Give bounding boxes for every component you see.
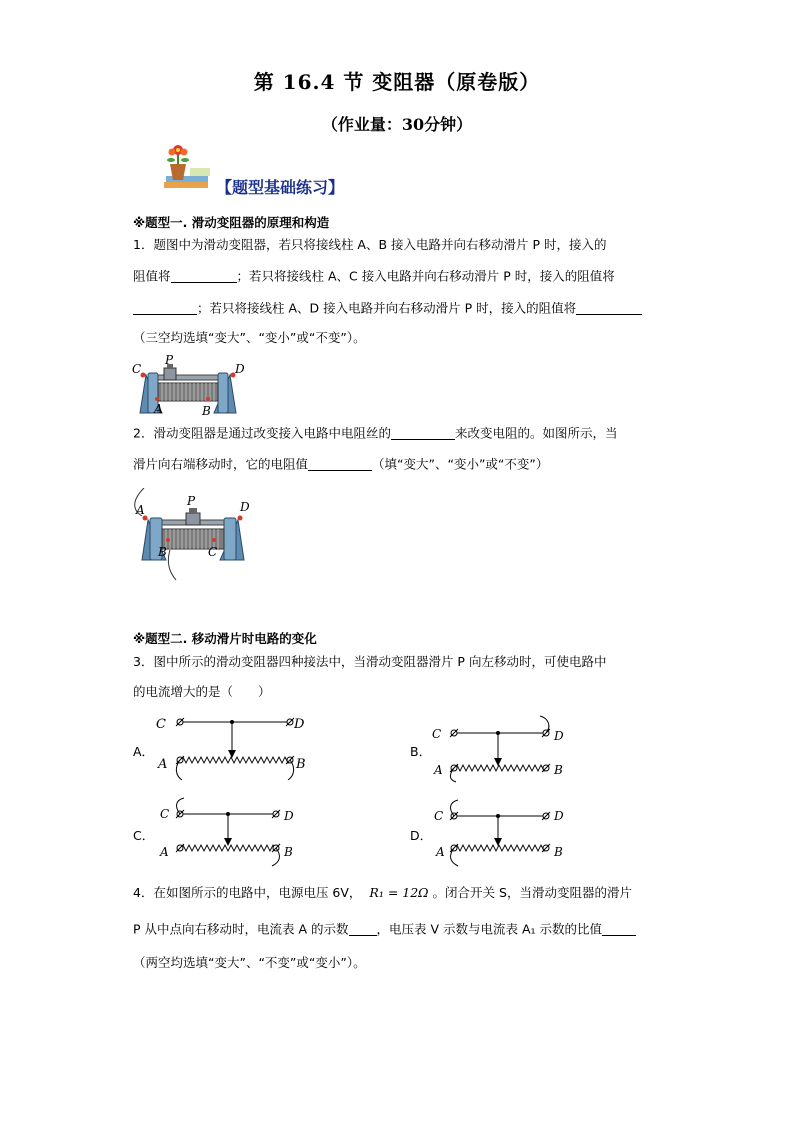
q4-line2a: P 从中点向右移动时，电流表 A 的示数 <box>133 921 349 937</box>
q4-line1a: 4．在如图所示的电路中，电源电压 6V， <box>133 885 362 900</box>
q3-line1: 3．图中所示的滑动变阻器四种接法中，当滑动变阻器滑片 P 向左移动时，可使电路中 <box>133 654 607 669</box>
opt-a-label-c: C <box>156 717 166 732</box>
option-c-label[interactable]: C． <box>133 828 155 843</box>
fig2-label-c: C <box>208 545 218 559</box>
option-a-diagram[interactable] <box>152 712 322 784</box>
q4-blank-2[interactable] <box>602 923 636 936</box>
q4-line1 <box>133 887 632 900</box>
opt-b-label-b: B <box>554 763 563 777</box>
q2-line1b: 来改变电阻的。如图所示，当 <box>454 425 618 441</box>
section-label: 【题型基础练习】 <box>216 178 345 197</box>
opt-c-label-a: A <box>160 845 169 859</box>
q1-line3b: ；若只将接线柱 A、D 接入电路并向右移动滑片 P 时，接入的阻值将 <box>197 300 577 316</box>
fig1-label-c: C <box>132 362 142 376</box>
q1-blank-3[interactable] <box>576 302 642 315</box>
opt-d-label-c: C <box>434 809 444 823</box>
q2-line2 <box>133 458 548 471</box>
opt-a-label-d: D <box>294 717 305 732</box>
opt-a-label-b: B <box>296 757 306 772</box>
fig2-label-d: D <box>240 500 250 514</box>
page-subtitle: （作业量：30分钟） <box>321 115 473 134</box>
opt-c-label-c: C <box>160 807 170 821</box>
rheostat-figure-1 <box>132 355 247 420</box>
opt-d-label-d: D <box>554 809 564 823</box>
q1-line4: （三空均选填“变大”、“变小”或“不变”）。 <box>133 330 366 345</box>
q1-line2 <box>133 270 615 283</box>
q1-line3 <box>133 302 642 315</box>
option-a-label[interactable]: A． <box>133 744 155 759</box>
opt-d-label-a: A <box>436 845 445 859</box>
q1-line2b: ；若只将接线柱 A、C 接入电路并向右移动滑片 P 时，接入的阻值将 <box>236 268 615 284</box>
fig2-label-a: A <box>136 503 145 517</box>
q1-blank-2[interactable] <box>133 302 197 315</box>
q2-line1 <box>133 427 617 440</box>
q4-blank-1[interactable] <box>349 923 377 936</box>
opt-b-label-c: C <box>432 727 442 741</box>
opt-a-label-a: A <box>158 757 168 772</box>
fig1-label-a: A <box>154 402 163 416</box>
fig1-label-p: P <box>165 355 174 367</box>
option-b-diagram[interactable] <box>428 712 588 784</box>
option-c-diagram[interactable] <box>152 796 322 868</box>
page-title: 第 16.4 节 变阻器（原卷版） <box>253 70 541 94</box>
opt-c-label-b: B <box>284 845 293 859</box>
fig1-label-b: B <box>202 404 211 418</box>
fig2-label-p: P <box>187 494 196 508</box>
opt-c-label-d: D <box>284 809 294 823</box>
rheostat-figure-2 <box>128 488 258 583</box>
q2-line2a: 滑片向右端移动时，它的电阻值 <box>133 456 309 472</box>
q1-blank-1[interactable] <box>171 270 237 283</box>
q2-line1a: 2．滑动变阻器是通过改变接入电路中电阻丝的 <box>133 425 391 441</box>
flower-pot-books-icon <box>160 142 214 192</box>
q4-line3: （两空均选填“变大”、“不变”或“变小”）。 <box>133 955 366 970</box>
q2-blank-1[interactable] <box>391 427 455 440</box>
q4-formula: R₁ = 12Ω <box>369 885 429 900</box>
q4-line2 <box>133 923 636 936</box>
q2-blank-2[interactable] <box>308 458 372 471</box>
option-d-label[interactable]: D． <box>410 828 433 843</box>
type1-heading: ※题型一. 滑动变阻器的原理和构造 <box>133 215 330 230</box>
option-b-label[interactable]: B． <box>410 744 432 759</box>
fig1-label-d: D <box>235 362 245 376</box>
q1-line2a: 阻值将 <box>133 268 171 284</box>
q4-line2b: ，电压表 V 示数与电流表 A₁ 示数的比值 <box>376 921 603 937</box>
opt-b-label-a: A <box>434 763 443 777</box>
type2-heading: ※题型二. 移动滑片时电路的变化 <box>133 631 317 646</box>
opt-b-label-d: D <box>554 729 564 743</box>
q2-line2b: （填“变大”、“变小”或“不变”） <box>372 456 549 472</box>
opt-d-label-b: B <box>554 845 563 859</box>
q1-line1: 1．题图中为滑动变阻器，若只将接线柱 A、B 接入电路并向右移动滑片 P 时，接入的 <box>133 237 607 252</box>
q4-line1b: 。闭合开关 S，当滑动变阻器的滑片 <box>432 885 632 900</box>
q3-line2: 的电流增大的是（ ） <box>133 684 271 699</box>
fig2-label-b: B <box>158 545 167 559</box>
option-d-diagram[interactable] <box>428 796 588 868</box>
